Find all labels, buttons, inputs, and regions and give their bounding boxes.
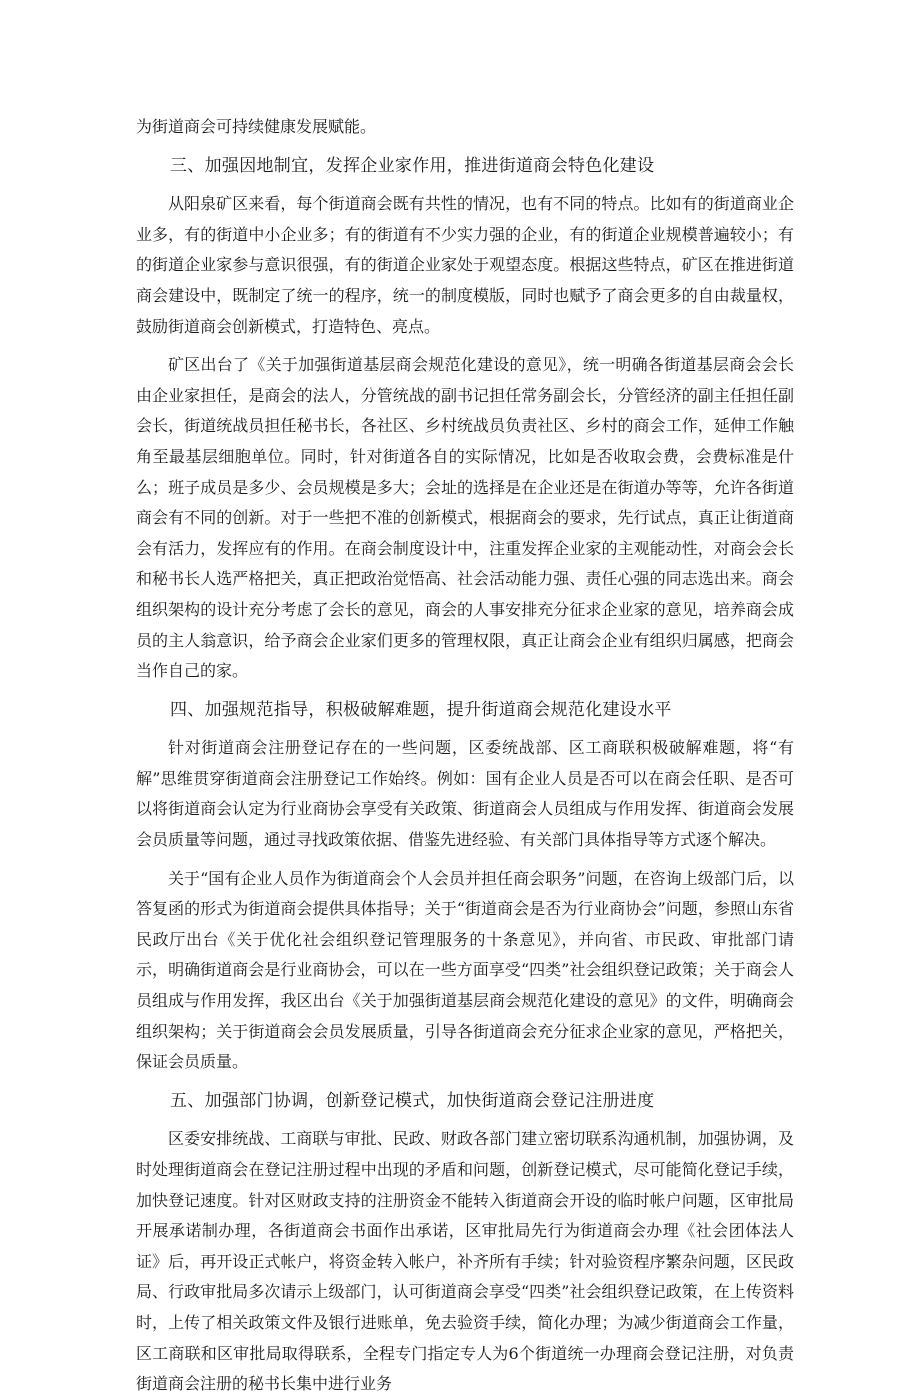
section-5-heading: 五、加强部门协调，创新登记模式，加快街道商会登记注册进度	[170, 1090, 655, 1111]
section-3-paragraph-1: 从阳泉矿区来看，每个街道商会既有共性的情况，也有不同的特点。比如有的街道商业企业多，有的街道中小企业多；有的街道有不少实力强的企业，有的街道企业规模普遍较小；有的街道企业家参与意识很强，有的街道企业家处于观望态度。根据这些特点，矿区在推进街道商会建设中，既制定了统一的程序，统一的制度模版，同时也赋予了商会更多的自由裁量权，鼓励街道商会创新模式，打造特色、亮点。	[136, 194, 794, 336]
section-5-paragraph-1: 区委安排统战、工商联与审批、民政、财政各部门建立密切联系沟通机制，加强协调，及时处理街道商会在登记注册过程中出现的矛盾和问题，创新登记模式，尽可能简化登记手续，加快登记速度。针对区财政支持的注册资金不能转入街道商会开设的临时帐户问题，区审批局开展承诺制办理，各街道商会书面作出承诺，区审批局先行为街道商会办理《社会团体法人证》后，再开设正式帐户，将资金转入帐户，补齐所有手续；针对验资程序繁杂问题，区民政局、行政审批局多次请示上级部门，认可街道商会享受“四类”社会组织登记政策，在上传资料时，上传了相关政策文件及银行进账单，免去验资手续，简化办理；为减少街道商会工作量，区工商联和区审批局取得联系，全程专门指定专人为6个街道统一办理商会登记注册，对负责街道商会注册的秘书长集中进行业务	[136, 1129, 794, 1394]
section-4-paragraph-2: 关于“国有企业人员作为街道商会个人会员并担任商会职务”问题，在咨询上级部门后，以答复函的形式为街道商会提供具体指导；关于“街道商会是否为行业商协会”问题，参照山东省民政厅出台《关于优化社会组织登记管理服务的十条意见》，并向省、市民政、审批部门请示，明确街道商会是行业商协会，可以在一些方面享受“四类”社会组织登记政策；关于商会人员组成与作用发挥，我区出台《关于加强街道基层商会规范化建设的意见》的文件，明确商会组织架构；关于街道商会会员发展质量，引导各街道商会充分征求企业家的意见，严格把关，保证会员质量。	[136, 868, 794, 1072]
section-3-heading: 三、加强因地制宜，发挥企业家作用，推进街道商会特色化建设	[170, 155, 655, 176]
section-4-paragraph-1: 针对街道商会注册登记存在的一些问题，区委统战部、区工商联积极破解难题，将“有解”思维贯穿街道商会注册登记工作始终。例如：国有企业人员是否可以在商会任职、是否可以将街道商会认定为行业商协会享受有关政策、街道商会人员组成与作用发挥、街道商会发展会员质量等问题，通过寻找政策依据、借鉴先进经验、有关部门具体指导等方式逐个解决。	[136, 738, 794, 850]
section-4-heading: 四、加强规范指导，积极破解难题，提升街道商会规范化建设水平	[170, 699, 672, 720]
continuation-paragraph: 为街道商会可持续健康发展赋能。	[136, 117, 377, 136]
section-3-paragraph-2: 矿区出台了《关于加强街道基层商会规范化建设的意见》，统一明确各街道基层商会会长由企业家担任，是商会的法人，分管统战的副书记担任常务副会长，分管经济的副主任担任副会长，街道统战员担任秘书长，各社区、乡村统战员负责社区、乡村的商会工作，延伸工作触角至最基层细胞单位。同时，针对街道各自的实际情况，比如是否收取会费，会费标准是什么；班子成员是多少、会员规模是多大；会址的选择是在企业还是在街道办等等，允许各街道商会有不同的创新。对于一些把不准的创新模式，根据商会的要求，先行试点，真正让街道商会有活力，发挥应有的作用。在商会制度设计中，注重发挥企业家的主观能动性，对商会会长和秘书长人选严格把关，真正把政治觉悟高、社会活动能力强、责任心强的同志选出来。商会组织架构的设计充分考虑了会长的意见，商会的人事安排充分征求企业家的意见，培养商会成员的主人翁意识，给予商会企业家们更多的管理权限，真正让商会企业有组织归属感，把商会当作自己的家。	[136, 355, 794, 681]
